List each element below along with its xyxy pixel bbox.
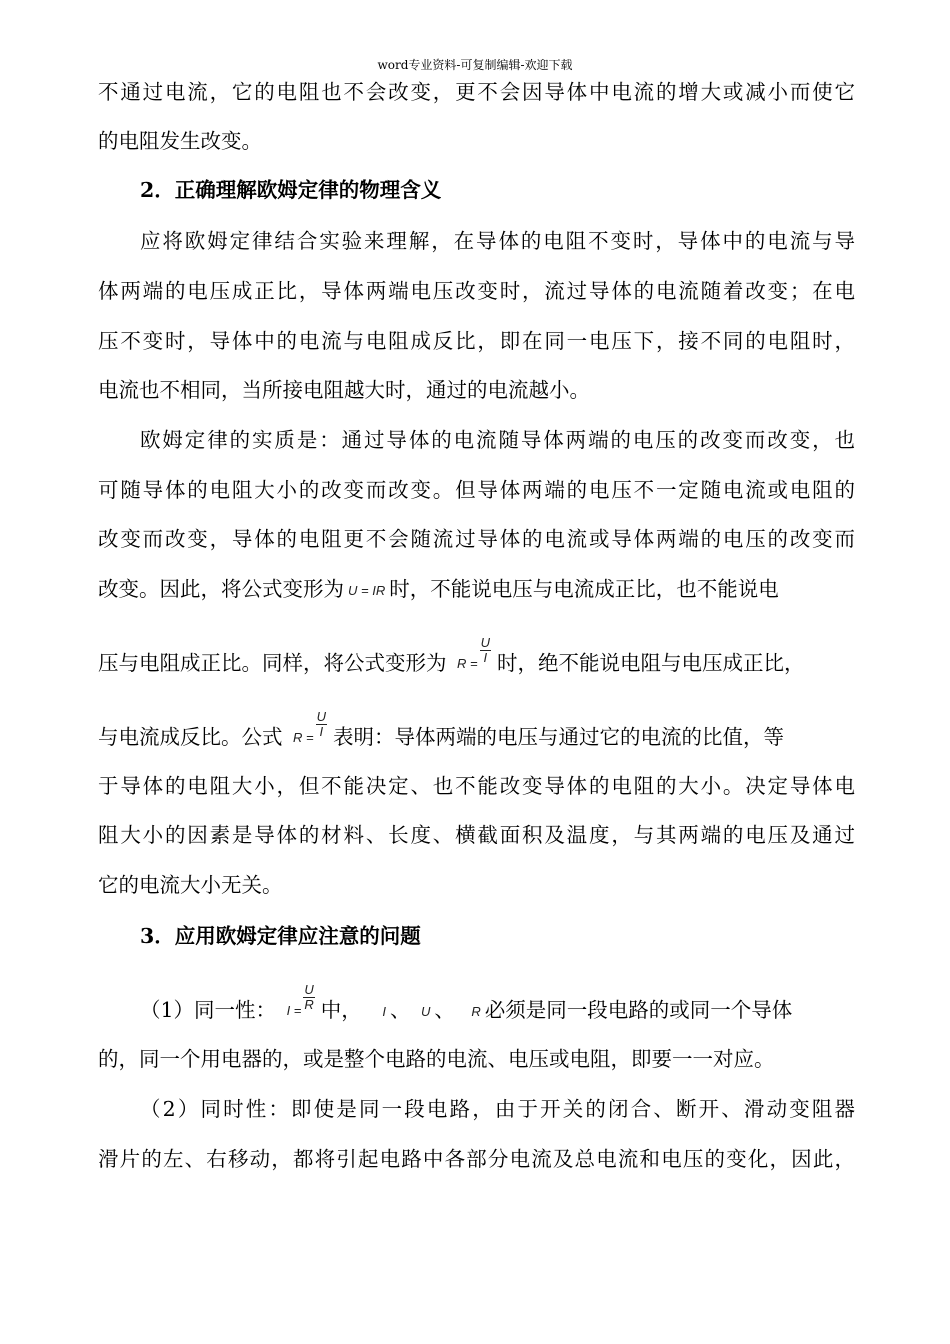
numerator: U: [304, 982, 314, 997]
section-heading-2: 2．正确理解欧姆定律的物理含义: [140, 178, 442, 202]
separator: 、: [389, 998, 411, 1022]
text-segment: 与电流成反比。公式: [98, 725, 283, 749]
fraction: [480, 636, 491, 665]
text-line: 体两端的电压成正比，导体两端电压改变时，流过导体的电流随着改变；在电: [98, 279, 855, 303]
text-segment: 中，: [320, 998, 362, 1022]
formula-lhs: R =: [293, 729, 314, 745]
fraction: [316, 710, 327, 739]
numerator: U: [316, 709, 327, 724]
fraction: [303, 983, 314, 1012]
section-heading-3: 3．应用欧姆定律应注意的问题: [140, 924, 421, 948]
denominator: R: [304, 997, 314, 1012]
text-line: 可随导体的电阻大小的改变而改变。但导体两端的电压不一定随电流或电阻的: [98, 478, 855, 502]
formula-r-equals-u-over-i: [457, 635, 493, 679]
variable-i: I: [382, 1003, 386, 1019]
text-line: [140, 982, 793, 1026]
formula-u-ir: U = IR: [348, 582, 386, 598]
denominator: I: [483, 650, 488, 665]
text-line: 应将欧姆定律结合实验来理解，在导体的电阻不变时，导体中的电流与导: [140, 229, 855, 253]
text-segment: 时，绝不能说电阻与电压成正比，: [497, 651, 805, 675]
text-line: [98, 577, 779, 603]
text-segment: （1）同一性：: [140, 998, 277, 1022]
text-segment: 时，不能说电压与电流成正比，也不能说电: [389, 577, 779, 601]
text-line: 它的电流大小无关。: [98, 873, 283, 897]
text-line: 压不变时，导体中的电流与电阻成反比，即在同一电压下，接不同的电阻时，: [98, 329, 855, 353]
text-line: 改变而改变，导体的电阻更不会随流过导体的电流或导体两端的电压的改变而: [98, 527, 855, 551]
text-line: 阻大小的因素是导体的材料、长度、横截面积及温度，与其两端的电压及通过: [98, 823, 855, 847]
text-line: 不通过电流，它的电阻也不会改变，更不会因导体中电流的增大或减小而使它: [98, 80, 855, 104]
text-line: 电流也不相同，当所接电阻越大时，通过的电流越小。: [98, 378, 590, 402]
text-segment: 必须是同一段电路的或同一个导体: [484, 998, 793, 1022]
variable-u: U: [420, 1003, 431, 1019]
numerator: U: [480, 635, 491, 650]
text-line: [98, 709, 785, 753]
text-line: 的电阻发生改变。: [98, 129, 262, 153]
formula-i-equals-u-over-r: [286, 982, 317, 1026]
text-segment: 改变。因此，将公式变形为: [98, 577, 344, 601]
text-line: 于导体的电阻大小，但不能决定、也不能改变导体的电阻的大小。决定导体电: [98, 774, 855, 798]
variable-r: R: [471, 1003, 481, 1019]
text-line: 欧姆定律的实质是：通过导体的电流随导体两端的电压的改变而改变，也: [140, 428, 855, 452]
denominator: I: [319, 724, 324, 739]
text-segment: 压与电阻成正比。同样，将公式变形为: [98, 651, 447, 675]
text-line: （2）同时性：即使是同一段电路，由于开关的闭合、断开、滑动变阻器: [140, 1097, 855, 1121]
separator: 、: [434, 998, 455, 1022]
text-line: 滑片的左、右移动，都将引起电路中各部分电流及总电流和电压的变化，因此，: [98, 1147, 855, 1171]
text-line: 的，同一个用电器的，或是整个电路的电流、电压或电阻，即要一一对应。: [98, 1047, 775, 1071]
page-header: word专业资料-可复制编辑-欢迎下载: [377, 58, 573, 72]
text-segment: 表明：导体两端的电压与通过它的电流的比值，等: [333, 725, 785, 749]
formula-lhs: I =: [286, 1002, 302, 1018]
formula-r-equals-u-over-i: [293, 709, 329, 753]
formula-lhs: R =: [457, 655, 478, 671]
text-line: [98, 635, 805, 679]
